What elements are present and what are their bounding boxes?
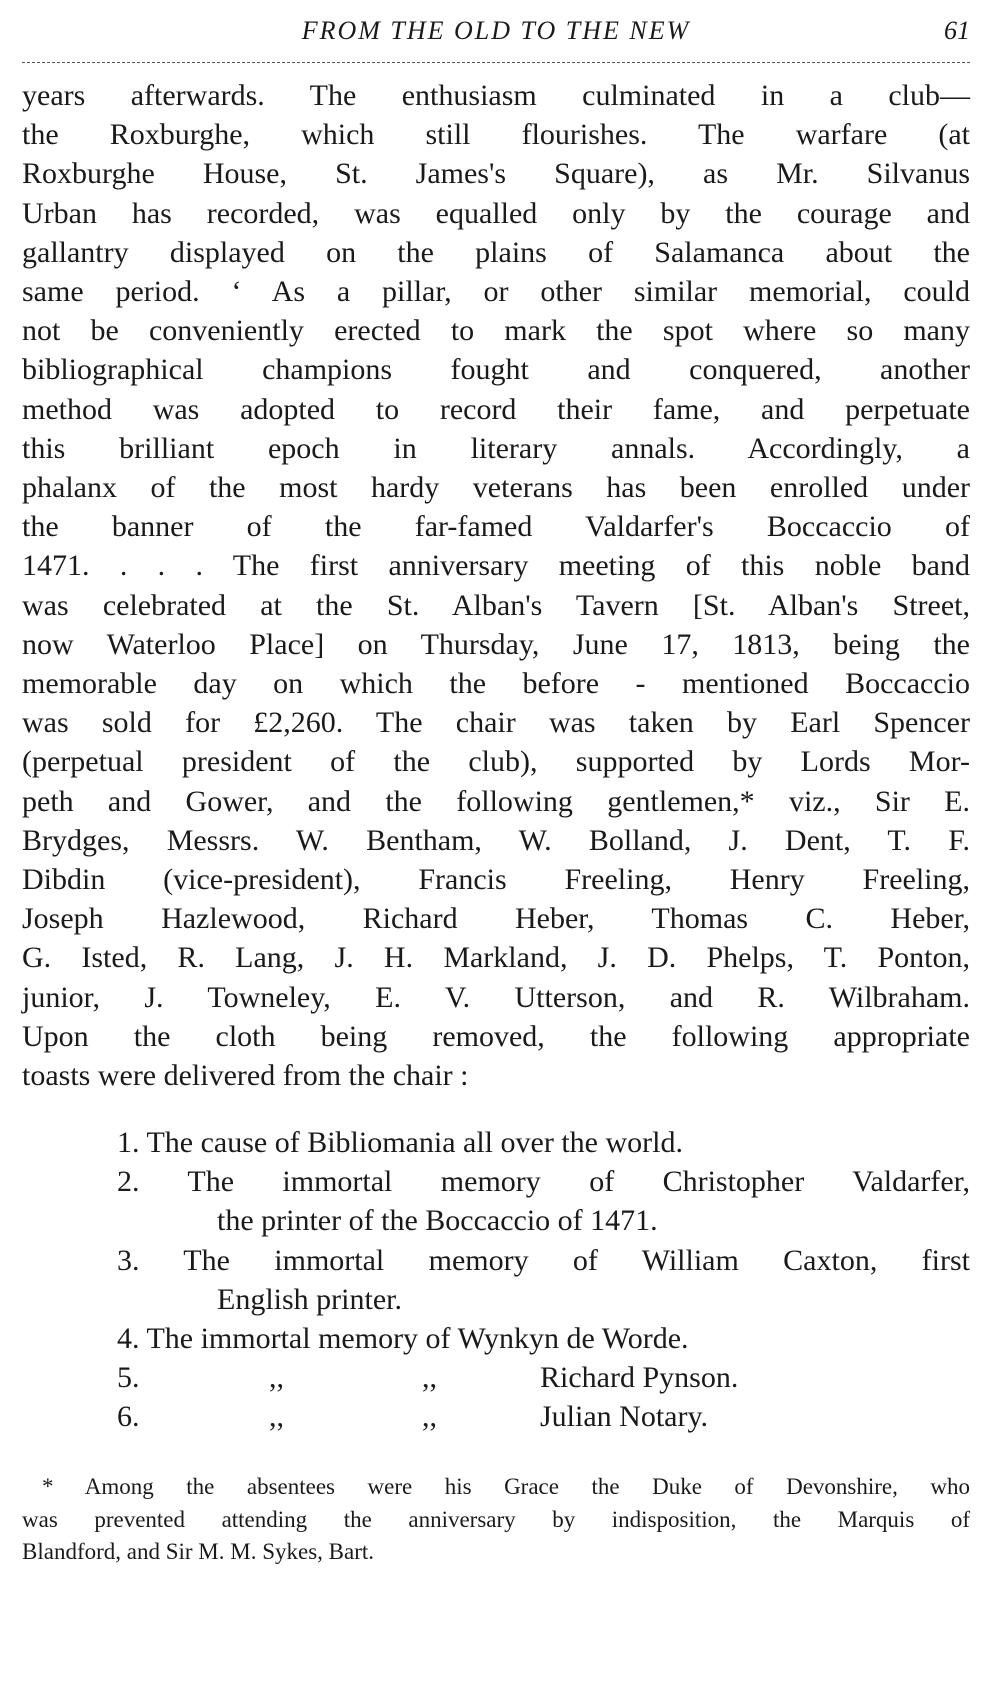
toast-item-2: 2. The immortal memory of Christopher Valdarfer,: [117, 1165, 970, 1199]
footnote-line: was prevented attending the anniversary by indisposition, the Marquis of: [22, 1506, 970, 1532]
toast-item-1: 1. The cause of Bibliomania all over the world.: [117, 1126, 683, 1159]
toast-item-4: 4. The immortal memory of Wynkyn de Worde.: [117, 1322, 689, 1356]
text-line: peth and Gower, and the following gentlemen,* viz., Sir E.: [22, 784, 970, 818]
toast-item-3-continuation: English printer.: [217, 1282, 402, 1316]
text-line: was celebrated at the St. Alban's Tavern [St. Alban's Street,: [22, 588, 970, 622]
text-line: method was adopted to record their fame, and perpetuate: [22, 392, 970, 426]
ditto-mark: ,,: [269, 1361, 284, 1395]
text-line: the banner of the far-famed Valdarfer's Boccaccio of: [22, 510, 970, 544]
running-title: FROM THE OLD TO THE NEW: [301, 16, 691, 45]
toast-number: 6.: [117, 1400, 140, 1434]
footnote: [22, 1471, 970, 1569]
text-line: junior, J. Towneley, E. V. Utterson, and R. Wilbraham.: [22, 980, 970, 1014]
toast-item-5: [117, 1358, 970, 1397]
ditto-mark: ,,: [422, 1361, 437, 1395]
text-line: Urban has recorded, was equalled only by the courage and: [22, 196, 970, 230]
text-line: Brydges, Messrs. W. Bentham, W. Bolland, J. Dent, T. F.: [22, 823, 970, 857]
toast-item-6: [117, 1397, 970, 1436]
ditto-mark: ,,: [269, 1400, 284, 1434]
text-line: memorable day on which the before - mentioned Boccaccio: [22, 667, 970, 701]
printer-name: Richard Pynson.: [540, 1361, 739, 1395]
text-line: Dibdin (vice-president), Francis Freeling, Henry Freeling,: [22, 863, 970, 897]
text-line: same period. ‘ As a pillar, or other similar memorial, could: [22, 275, 970, 309]
toast-number: 5.: [117, 1361, 140, 1395]
printer-name: Julian Notary.: [540, 1400, 709, 1434]
toast-item-3: 3. The immortal memory of William Caxton, first: [117, 1243, 970, 1277]
text-line: gallantry displayed on the plains of Salamanca about the: [22, 235, 970, 269]
page-number: 61: [944, 16, 970, 45]
text-line: bibliographical champions fought and conquered, another: [22, 353, 970, 387]
text-line: years afterwards. The enthusiasm culminated in a club—: [22, 79, 970, 112]
footnote-line: * Among the absentees were his Grace the Duke of Devonshire, who: [42, 1474, 970, 1499]
text-line: toasts were delivered from the chair :: [22, 1059, 469, 1093]
text-line: the Roxburghe, which still flourishes. The warfare (at: [22, 118, 970, 152]
toast-item-2-continuation: the printer of the Boccaccio of 1471.: [217, 1204, 658, 1238]
text-line: now Waterloo Place] on Thursday, June 17, 1813, being the: [22, 627, 970, 661]
text-line: Roxburghe House, St. James's Square), as Mr. Silvanus: [22, 157, 970, 191]
text-line: 1471. . . . The first anniversary meeting of this noble band: [22, 549, 970, 583]
text-line: G. Isted, R. Lang, J. H. Markland, J. D. Phelps, T. Ponton,: [22, 941, 970, 975]
toast-list: [117, 1123, 970, 1437]
ditto-mark: ,,: [422, 1400, 437, 1434]
text-line: (perpetual president of the club), supported by Lords Mor-: [22, 745, 970, 779]
body-paragraph: [22, 76, 970, 1095]
text-line: not be conveniently erected to mark the spot where so many: [22, 314, 970, 348]
header-rule: [22, 62, 970, 63]
text-line: Joseph Hazlewood, Richard Heber, Thomas C. Heber,: [22, 902, 970, 936]
running-head: [22, 14, 970, 48]
text-line: was sold for £2,260. The chair was taken by Earl Spencer: [22, 706, 970, 740]
footnote-line: Blandford, and Sir M. M. Sykes, Bart.: [22, 1539, 375, 1564]
text-line: this brilliant epoch in literary annals. Accordingly, a: [22, 431, 970, 465]
text-line: phalanx of the most hardy veterans has been enrolled under: [22, 471, 970, 505]
text-line: Upon the cloth being removed, the following appropriate: [22, 1019, 970, 1053]
